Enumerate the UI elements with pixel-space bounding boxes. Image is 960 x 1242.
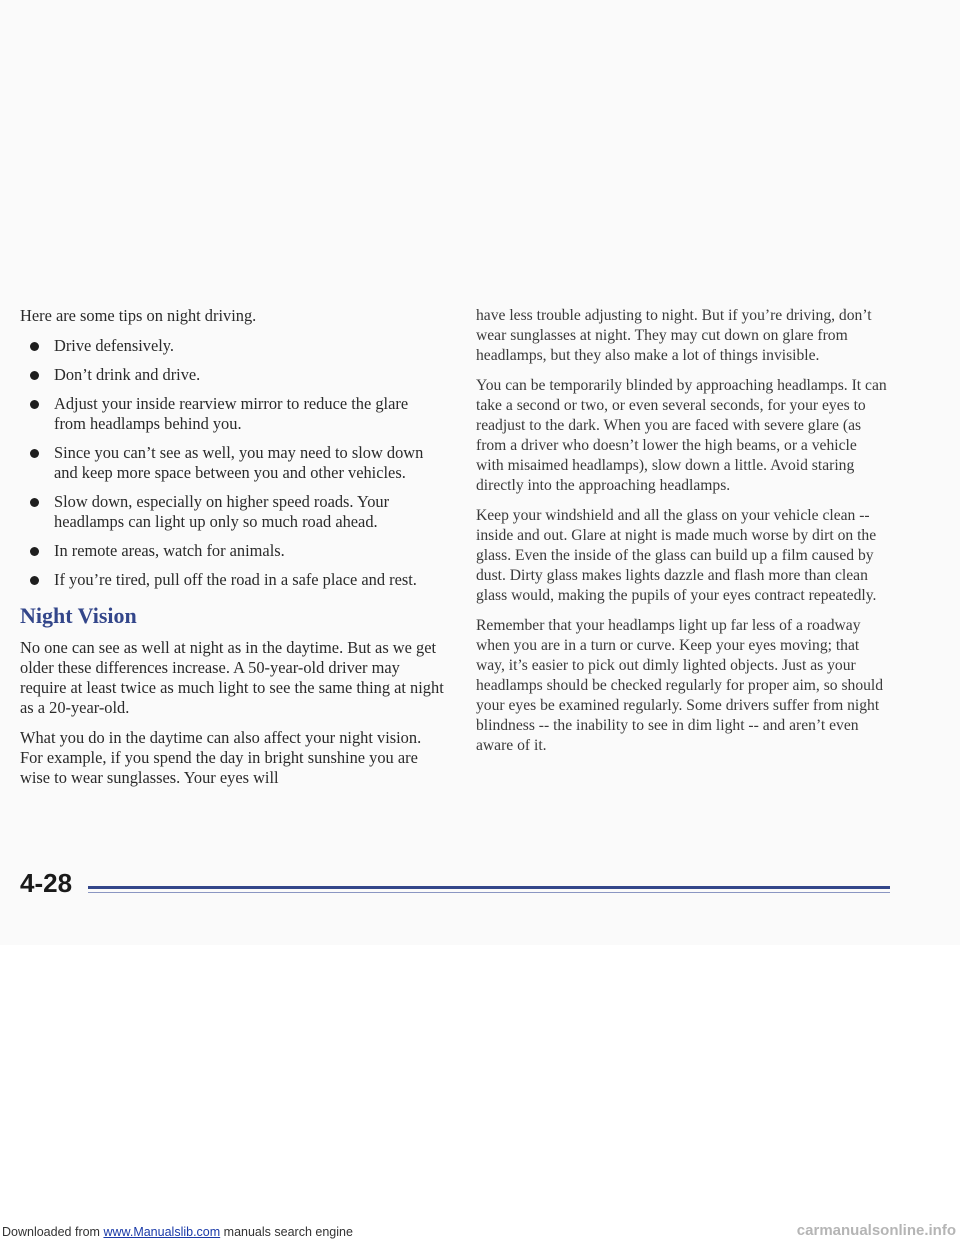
- watermark: carmanualsonline.info: [796, 1222, 956, 1239]
- body-paragraph: You can be temporarily blinded by approaching headlamps. It can take a second or two, or even several seconds, for your eyes to readjust to the dark. When you are faced with severe glare (as from a driver who doesn’t lower the high beams, or a vehicle with misaimed headlamps), slow down a little. Avoid staring directly into the approaching headlamps.: [476, 377, 887, 494]
- download-credit: Downloaded from www.Manualslib.com manuals search engine: [2, 1225, 353, 1239]
- section-heading: Night Vision: [20, 603, 137, 628]
- list-item: Adjust your inside rearview mirror to reduce the glare from headlamps behind you.: [20, 394, 444, 434]
- download-bar: [0, 1224, 960, 1242]
- body-paragraph: No one can see as well at night as in the daytime. But as we get older these differences increase. A 50-year-old driver may require at least twice as much light to see the same thing at night as a 20-year-old.: [20, 638, 444, 717]
- list-item: Drive defensively.: [20, 336, 444, 356]
- body-paragraph: What you do in the daytime can also affect your night vision. For example, if you spend the day in bright sunshine you are wise to wear sunglasses. Your eyes will: [20, 728, 422, 787]
- bullet-icon: [30, 371, 39, 380]
- bullet-icon: [30, 449, 39, 458]
- night-driving-tips: [20, 336, 444, 590]
- bullet-icon: [30, 547, 39, 556]
- right-column: [476, 306, 888, 766]
- list-item: Since you can’t see as well, you may need to slow down and keep more space between you and other vehicles.: [20, 443, 444, 483]
- body-paragraph: Remember that your headlamps light up far less of a roadway when you are in a turn or curve. Keep your eyes moving; that way, it’s easier to pick out dimly lighted objects. Just as your headlamps should be checked regularly for proper aim, so should your eyes be examined regularly. Some drivers suffer from night blindness -- the inability to see in dim light -- and aren’t even aware of it.: [476, 617, 884, 754]
- page-footer: [20, 868, 890, 908]
- bullet-icon: [30, 400, 39, 409]
- body-paragraph: have less trouble adjusting to night. But if you’re driving, don’t wear sunglasses at night. They may cut down on glare from headlamps, but they also make a lot of things invisible.: [476, 307, 872, 364]
- list-item: Don’t drink and drive.: [20, 365, 444, 385]
- list-item: If you’re tired, pull off the road in a safe place and rest.: [20, 570, 444, 590]
- left-column: [20, 306, 444, 798]
- bullet-icon: [30, 576, 39, 585]
- footer-rule-thin: [88, 892, 890, 893]
- bullet-icon: [30, 342, 39, 351]
- tips-intro: Here are some tips on night driving.: [20, 306, 257, 325]
- body-paragraph: Keep your windshield and all the glass on your vehicle clean -- inside and out. Glare at night is made much worse by dirt on the glass. Even the inside of the glass can build up a film caused by dust. Dirty glass makes lights dazzle and flash more than clean glass would, making the pupils of your eyes contract repeatedly.: [476, 507, 877, 604]
- list-item: In remote areas, watch for animals.: [20, 541, 444, 561]
- footer-rule: [88, 886, 890, 889]
- list-item: Slow down, especially on higher speed roads. Your headlamps can light up only so much road ahead.: [20, 492, 444, 532]
- manualslib-link[interactable]: www.Manualslib.com: [103, 1225, 221, 1239]
- bullet-icon: [30, 498, 39, 507]
- page-number: 4-28: [20, 868, 73, 898]
